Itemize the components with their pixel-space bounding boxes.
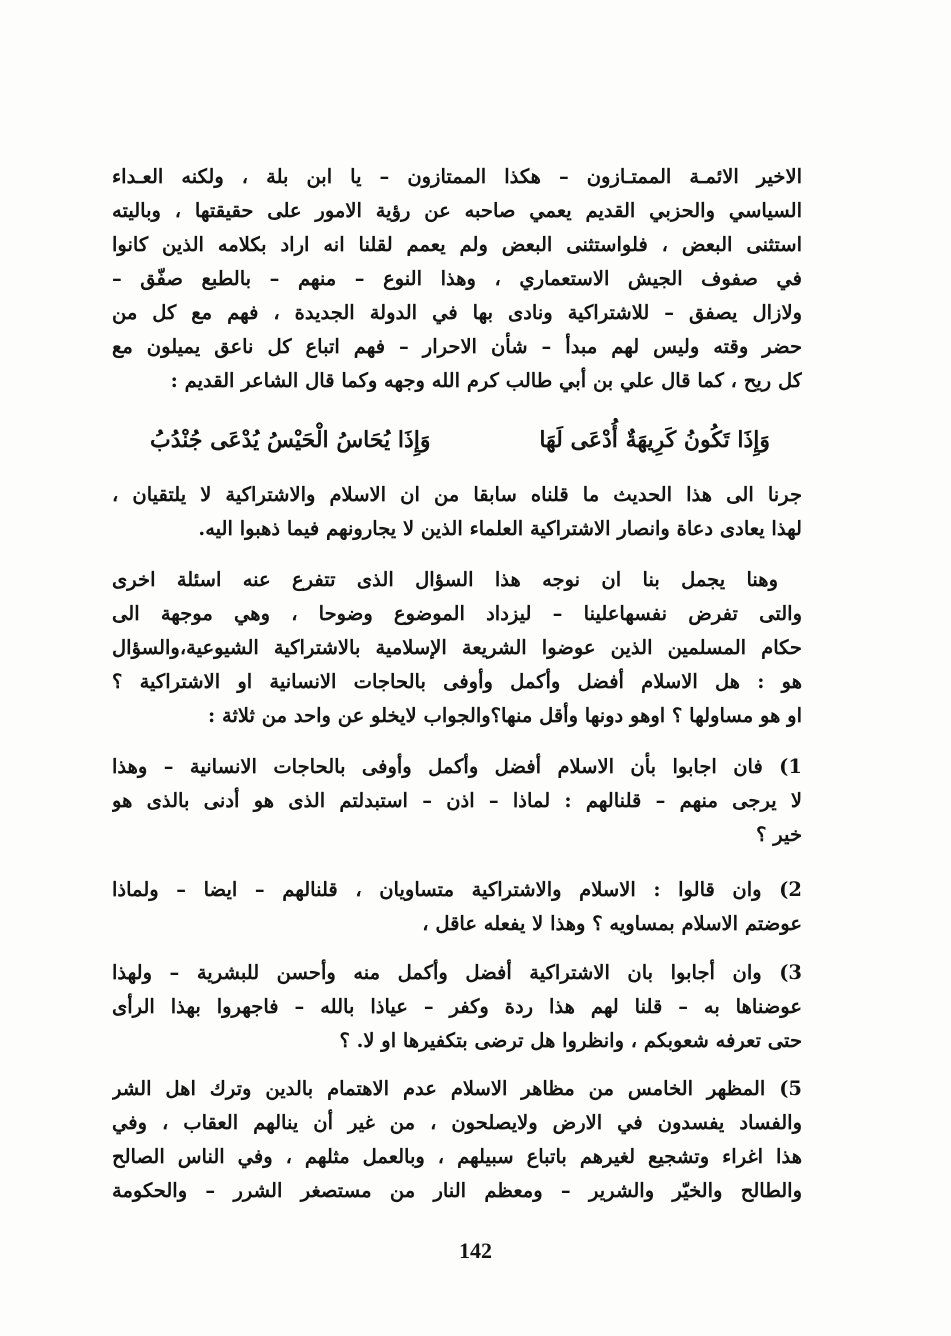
text-line: السياسي والحزبي القديم يعمي صاحبه عن رؤية الامور على حقيقتها ، وباليته <box>112 199 802 222</box>
text-line: عوضتم الاسلام بمساويه ؟ وهذا لا يفعله عاقل ، <box>422 912 802 935</box>
text-line: او هو مساولها ؟ اوهو دونها وأقل منها؟والجواب لايخلو عن واحد من ثلاثة : <box>208 704 802 727</box>
paragraph-2 <box>112 478 802 546</box>
text-line: والطالح والخيّر والشرير – ومعظم النار من مستصغر الشرر – والحكومة <box>112 1179 802 1202</box>
list-item-2 <box>112 873 802 941</box>
list-item-5 <box>112 1072 802 1208</box>
text-line: حضر وقته وليس لهم مبدأ – شأن الاحرار – فهم اتباع كل ناعق يميلون مع <box>112 335 802 358</box>
text-line: هذا اغراء وتشجيع لغيرهم باتباع سبيلهم ، وبالعمل مثلهم ، وفي الناس الصالح <box>112 1145 802 1168</box>
list-item-3 <box>112 956 802 1058</box>
text-line: 1) فان اجابوا بأن الاسلام أفضل وأكمل وأوفى بالحاجات الانسانية – وهذا <box>112 755 802 778</box>
paragraph-intro <box>112 160 802 398</box>
paragraph-3 <box>112 563 802 733</box>
text-line: الاخير الائمـة الممتـازون – هكذا الممتازون – يا ابن بلة ، ولكنه العـداء <box>112 165 802 188</box>
text-line: استثنى البعض ، فلواستثنى البعض ولم يعمم لقلنا انه اراد بكلامه الذين كانوا <box>112 233 802 256</box>
text-line: 3) وان أجابوا بان الاشتراكية أفضل وأكمل منه وأحسن للبشرية – ولهذا <box>112 961 802 984</box>
text-line: حكام المسلمين الذين عوضوا الشريعة الإسلامية بالاشتراكية الشيوعية،والسؤال <box>112 636 802 659</box>
list-item-1 <box>112 750 802 852</box>
text-line: والتى تفرض نفسهاعلينا – ليزداد الموضوع وضوحا ، وهي موجهة الى <box>112 602 802 625</box>
text-line: هو : هل الاسلام أفضل وأكمل وأوفى بالحاجات الانسانية او الاشتراكية ؟ <box>112 670 802 693</box>
text-line: والفساد يفسدون في الارض ولايصلحون ، من غير أن ينالهم العقاب ، وفي <box>112 1111 802 1134</box>
text-line: ولازال يصفق – للاشتراكية ونادى بها في الدولة الجديدة ، فهم مع كل من <box>112 301 802 324</box>
text-line: خير ؟ <box>756 823 802 846</box>
verse-first-hemistich: وَإِذَا تَكُونُ كَرِيهَةٌ أُدْعَى لَهَا <box>539 427 770 453</box>
text-line: عوضناها به – قلنا لهم هذا ردة وكفر – عياذا بالله – فاجهروا بهذا الرأى <box>112 995 802 1018</box>
text-line: حتى تعرفه شعوبكم ، وانظروا هل ترضى بتكفيرها او لا. ؟ <box>339 1029 802 1052</box>
verse-second-hemistich: وَإِذَا يُحَاسُ الْحَيْسُ يُدْعَى جُنْدُبُ <box>150 427 431 453</box>
page-number: 142 <box>459 1238 492 1263</box>
text-line: 2) وان قالوا : الاسلام والاشتراكية متساويان ، قلنالهم – ايضا – ولماذا <box>112 878 802 901</box>
poetry-verse <box>150 418 770 462</box>
text-line: كل ريح ، كما قال علي بن أبي طالب كرم الله وجهه وكما قال الشاعر القديم : <box>170 369 802 392</box>
text-line: وهنا يجمل بنا ان نوجه هذا السؤال الذى تتفرع عنه اسئلة اخرى <box>112 568 778 591</box>
text-line: لهذا يعادى دعاة وانصار الاشتراكية العلماء الذين لا يجارونهم فيما ذهبوا اليه. <box>198 517 802 540</box>
text-line: في صفوف الجيش الاستعماري ، وهذا النوع – منهم – بالطبع صفّق – <box>112 267 802 290</box>
text-line: جرنا الى هذا الحديث ما قلناه سابقا من ان الاسلام والاشتراكية لا يلتقيان ، <box>112 483 802 506</box>
text-line: لا يرجى منهم – قلنالهم : لماذا – اذن – استبدلتم الذى هو أدنى بالذى هو <box>112 789 802 812</box>
text-line: 5) المظهر الخامس من مظاهر الاسلام عدم الاهتمام بالدين وترك اهل الشر <box>112 1077 802 1100</box>
